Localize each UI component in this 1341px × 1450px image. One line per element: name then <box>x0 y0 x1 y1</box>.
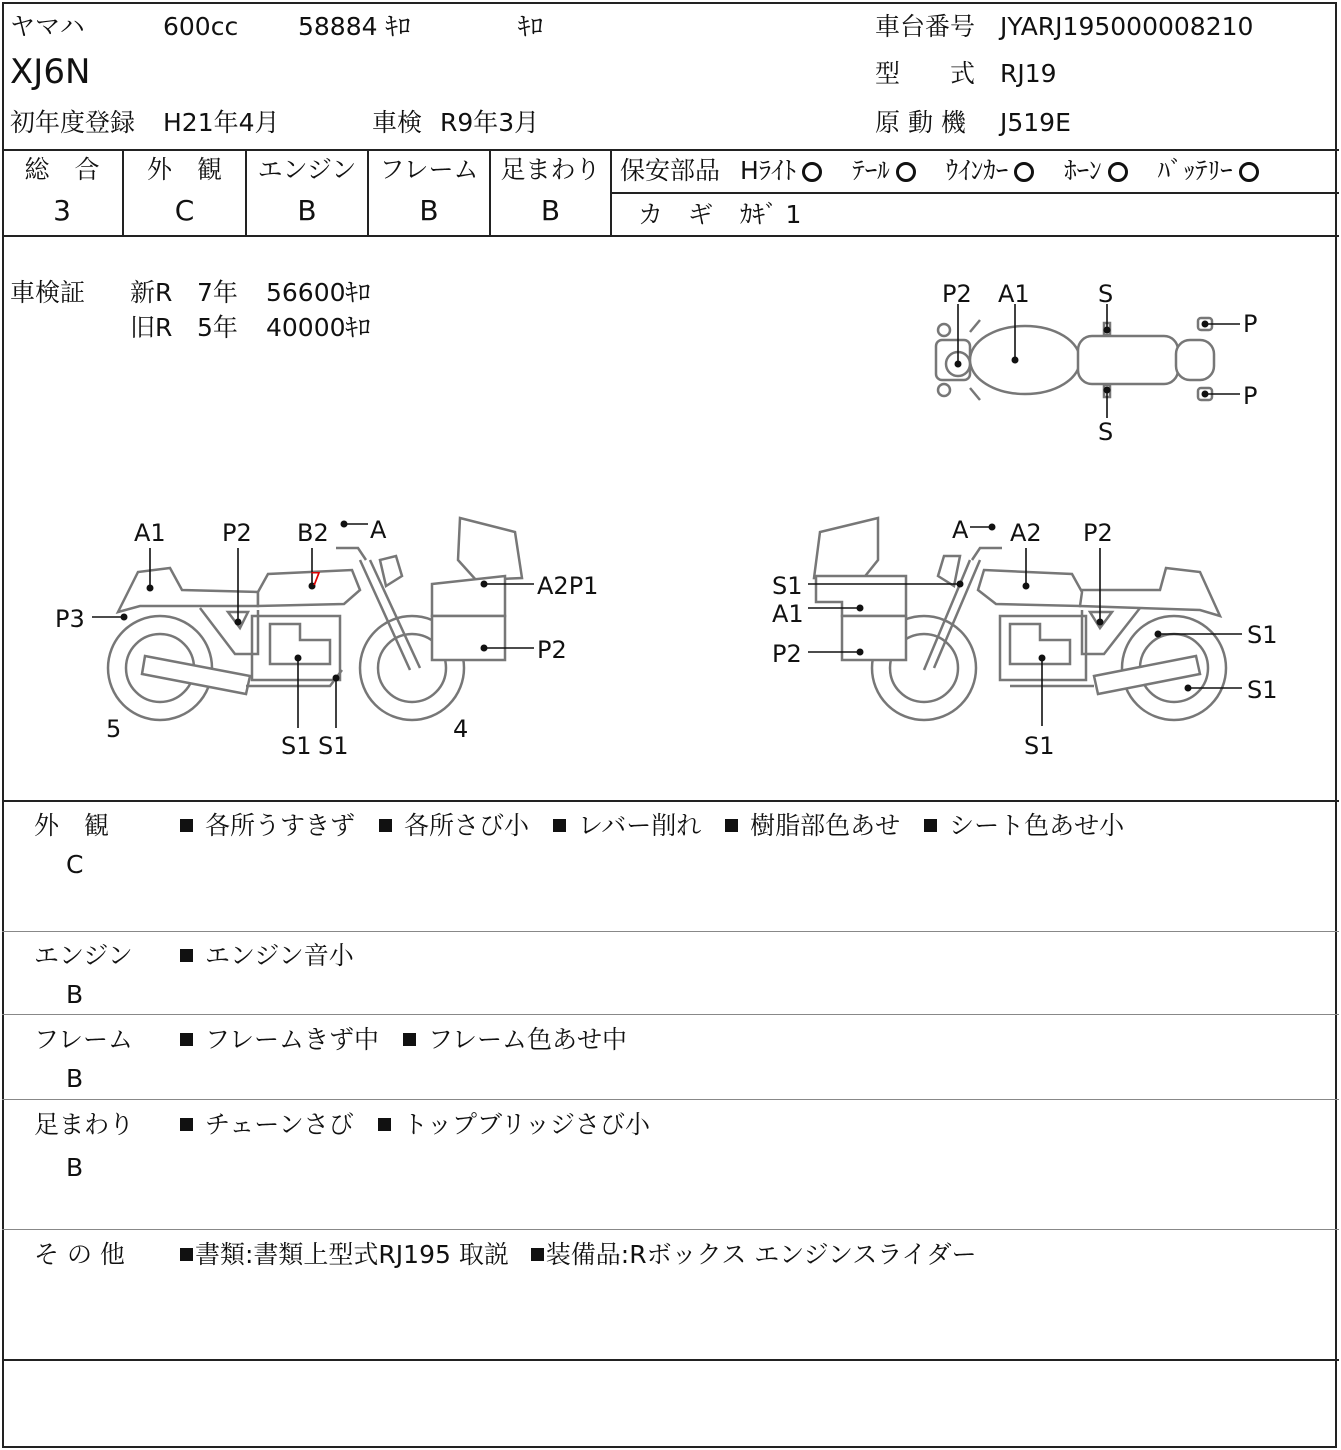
label-left-b2: B2 <box>297 519 329 547</box>
divider <box>2 1359 1339 1361</box>
label-top-p-bottom: P <box>1243 382 1258 410</box>
grade-exterior-label: 外 観 <box>146 155 222 184</box>
label-left-a: A <box>370 516 387 544</box>
cert-label: 車検証 <box>10 278 86 307</box>
label-top-a1: A1 <box>998 280 1030 308</box>
cond-engine-items: エンジン音小 <box>180 943 370 968</box>
other-items: 書類:書類上型式RJ195 取説 装備品:Rボックス エンジンスライダー <box>180 1242 977 1267</box>
frame-number-value: JYARJ195000008210 <box>1000 12 1254 41</box>
safety-item-headlight: Hﾗｲﾄ <box>740 156 822 185</box>
divider <box>2 1099 1339 1100</box>
label-top-s-bottom: S <box>1098 418 1114 446</box>
divider <box>2 1229 1339 1230</box>
cond-exterior-items: 各所うすきず 各所さび小 レバー削れ 樹脂部色あせ シート色あせ小 <box>180 813 1140 838</box>
bullet-square-icon <box>553 819 566 832</box>
cond-suspension-label: 足まわり <box>34 1110 135 1139</box>
bullet-square-icon <box>531 1248 544 1261</box>
grade-overall-value: 3 <box>53 194 71 227</box>
bullet-square-icon <box>378 1118 391 1131</box>
label-top-s: S <box>1098 280 1114 308</box>
label-right-p2: P2 <box>1083 519 1113 547</box>
label-top-p: P <box>1243 310 1258 338</box>
mileage: 58884 ｷﾛ <box>298 12 411 41</box>
cond-engine-grade: B <box>66 980 84 1009</box>
top-view-diagram <box>936 318 1214 400</box>
cond-suspension-grade: B <box>66 1153 84 1182</box>
bullet-square-icon <box>725 819 738 832</box>
bullet-square-icon <box>924 819 937 832</box>
bullet-square-icon <box>403 1033 416 1046</box>
cert-new-km: 56600ｷﾛ <box>266 278 371 307</box>
cond-exterior-label: 外 観 <box>34 811 110 840</box>
other-label: そ の 他 <box>34 1240 125 1269</box>
divider <box>2 800 1339 802</box>
label-left-s1b: S1 <box>318 732 349 760</box>
label-right-a2: A2 <box>1010 519 1042 547</box>
label-left-p3: P3 <box>55 605 85 633</box>
bullet-square-icon <box>180 1118 193 1131</box>
label-left-a1: A1 <box>134 519 166 547</box>
bullet-square-icon <box>180 819 193 832</box>
key-value: ｶｷﾞ 1 <box>740 200 802 229</box>
type-value: RJ19 <box>1000 59 1057 88</box>
bullet-square-icon <box>379 819 392 832</box>
label-left-4: 4 <box>453 715 469 743</box>
label-top-p2: P2 <box>942 280 972 308</box>
label-right-s1b: S1 <box>1024 732 1055 760</box>
cert-new-years: 7年 <box>197 278 238 307</box>
safety-parts-label: 保安部品 <box>620 156 721 185</box>
engine-label: 原 動 機 <box>875 108 966 137</box>
inspection-label: 車検 <box>372 108 423 137</box>
cert-new-label: 新R <box>130 278 173 307</box>
cert-old-km: 40000ｷﾛ <box>266 313 371 342</box>
mileage-unit: ｷﾛ <box>518 12 544 41</box>
key-label: カ ギ <box>638 200 714 229</box>
label-left-p2b: P2 <box>537 636 567 664</box>
engine-value: J519E <box>1000 108 1071 137</box>
label-right-a: A <box>952 516 969 544</box>
grade-overall-label: 総 合 <box>24 155 100 184</box>
label-left-a2p1: A2P1 <box>537 572 599 600</box>
label-left-s1a: S1 <box>281 732 312 760</box>
safety-item-battery: ﾊﾞｯﾃﾘｰ <box>1158 156 1259 185</box>
label-right-s1r2: S1 <box>1247 676 1278 704</box>
bullet-square-icon <box>180 949 193 962</box>
inspection-value: R9年3月 <box>440 108 540 137</box>
cond-suspension-items: チェーンさび トップブリッジさび小 <box>180 1112 666 1137</box>
divider <box>2 931 1339 932</box>
left-side-diagram <box>108 518 522 720</box>
cond-frame-grade: B <box>66 1064 84 1093</box>
bullet-square-icon <box>180 1033 193 1046</box>
label-right-s1a: S1 <box>772 572 803 600</box>
cond-exterior-grade: C <box>66 850 84 879</box>
safety-item-tail: ﾃｰﾙ <box>852 156 916 185</box>
grade-engine-value: B <box>297 194 317 227</box>
safety-item-winker: ｳｲﾝｶｰ <box>946 156 1035 185</box>
cond-frame-items: フレームきず中 フレーム色あせ中 <box>180 1027 643 1052</box>
cond-frame-label: フレーム <box>34 1025 134 1054</box>
grade-engine-label: エンジン <box>257 155 357 184</box>
type-label: 型 式 <box>875 59 976 88</box>
label-right-a1: A1 <box>772 600 804 628</box>
divider <box>2 1014 1339 1015</box>
grade-frame-label: フレーム <box>379 155 479 184</box>
label-left-5: 5 <box>106 715 122 743</box>
bullet-square-icon <box>180 1248 193 1261</box>
label-left-p2: P2 <box>222 519 252 547</box>
safety-item-horn: ﾎｰﾝ <box>1064 156 1128 185</box>
cert-old-years: 5年 <box>197 313 238 342</box>
label-right-s1r1: S1 <box>1247 621 1278 649</box>
grade-frame-value: B <box>419 194 439 227</box>
right-side-diagram <box>814 518 1226 720</box>
maker: ヤマハ <box>10 12 85 41</box>
frame-number-label: 車台番号 <box>875 12 976 41</box>
label-left-mark: 7 <box>310 569 322 590</box>
label-right-p2b: P2 <box>772 640 802 668</box>
model-name: XJ6N <box>10 52 91 92</box>
cond-engine-label: エンジン <box>34 941 133 970</box>
first-registration-label: 初年度登録 <box>10 108 136 137</box>
grade-suspension-value: B <box>540 194 561 227</box>
grade-exterior-value: C <box>174 194 195 227</box>
first-registration-value: H21年4月 <box>163 108 280 137</box>
grade-suspension-label: 足まわり <box>500 155 601 184</box>
cert-old-label: 旧R <box>130 313 173 342</box>
displacement: 600cc <box>163 12 239 41</box>
